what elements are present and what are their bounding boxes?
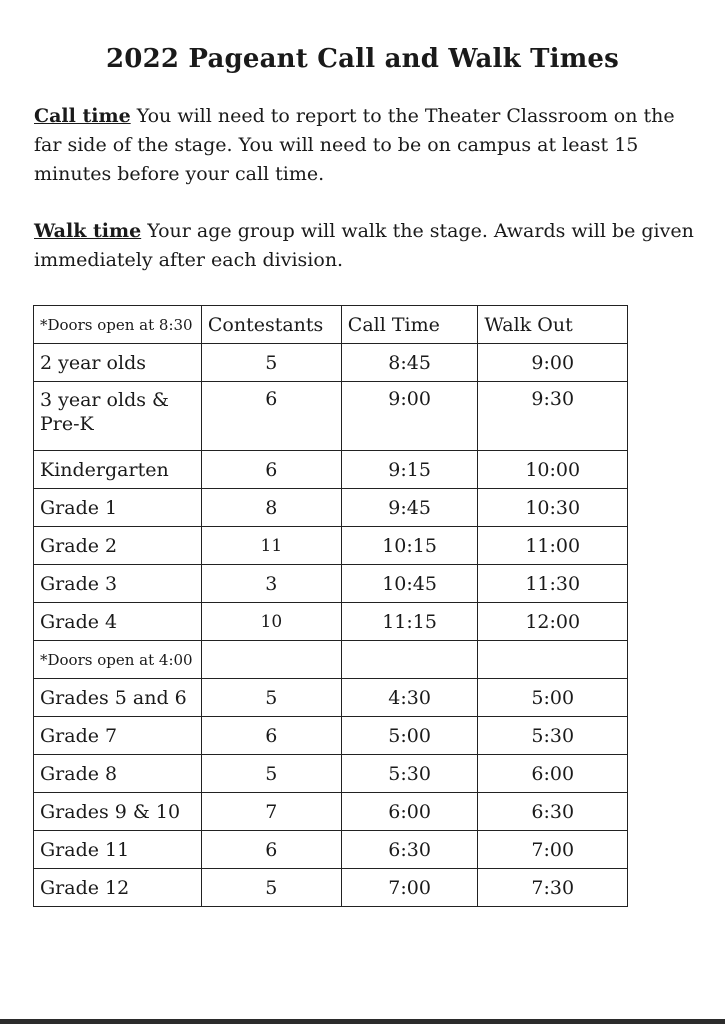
contestants-cell: 6 <box>201 717 341 755</box>
contestants-cell: 5 <box>201 344 341 382</box>
walk-time-term: Walk time <box>34 220 142 242</box>
table-row <box>34 869 628 907</box>
age-group-cell: Grade 2 <box>34 527 202 565</box>
morning-schedule <box>34 344 628 641</box>
contestants-cell: 3 <box>201 565 341 603</box>
age-group-cell: Grade 1 <box>34 489 202 527</box>
call-time-term: Call time <box>34 105 131 127</box>
table-row <box>34 451 628 489</box>
age-group-cell: Grade 7 <box>34 717 202 755</box>
walk-time-paragraph <box>34 217 694 275</box>
table-row <box>34 489 628 527</box>
age-group-cell: Grades 9 & 10 <box>34 793 202 831</box>
call-time-description: You will need to report to the Theater Classroom on the far side of the stage. You will need to be on campus at least 15 minutes before your call time. <box>34 105 675 185</box>
walk-out-cell: 9:00 <box>478 344 628 382</box>
contestants-cell: 6 <box>201 831 341 869</box>
contestants-cell: 5 <box>201 755 341 793</box>
call-time-cell: 9:15 <box>341 451 478 489</box>
table-row <box>34 527 628 565</box>
call-time-cell: 10:15 <box>341 527 478 565</box>
page-title: 2022 Pageant Call and Walk Times <box>105 44 620 74</box>
contestants-cell: 11 <box>201 527 341 565</box>
doors-open-afternoon-note: *Doors open at 4:00 <box>34 641 202 679</box>
call-time-cell: 8:45 <box>341 344 478 382</box>
table-row <box>34 603 628 641</box>
walk-out-cell: 11:00 <box>478 527 628 565</box>
empty-cell <box>478 641 628 679</box>
call-time-cell: 4:30 <box>341 679 478 717</box>
table-row <box>34 831 628 869</box>
call-time-cell: 6:00 <box>341 793 478 831</box>
walk-out-cell: 5:00 <box>478 679 628 717</box>
call-time-cell: 6:30 <box>341 831 478 869</box>
contestants-cell: 5 <box>201 679 341 717</box>
walk-out-cell: 10:00 <box>478 451 628 489</box>
contestants-cell: 10 <box>201 603 341 641</box>
call-time-cell: 5:30 <box>341 755 478 793</box>
age-group-cell: Grades 5 and 6 <box>34 679 202 717</box>
age-group-cell: Grade 8 <box>34 755 202 793</box>
contestants-cell: 6 <box>201 382 341 451</box>
table-header-row <box>34 306 628 344</box>
table-row <box>34 755 628 793</box>
walk-out-cell: 7:30 <box>478 869 628 907</box>
contestants-cell: 7 <box>201 793 341 831</box>
age-group-cell: Grade 4 <box>34 603 202 641</box>
age-group-cell: Grade 12 <box>34 869 202 907</box>
table-row <box>34 565 628 603</box>
age-group-cell: Grade 3 <box>34 565 202 603</box>
schedule-table <box>33 305 628 907</box>
contestants-cell: 6 <box>201 451 341 489</box>
table-row <box>34 679 628 717</box>
table-row <box>34 793 628 831</box>
afternoon-divider <box>34 641 628 679</box>
call-time-paragraph <box>34 102 694 189</box>
walk-out-cell: 11:30 <box>478 565 628 603</box>
age-group-cell: 3 year olds & Pre-K <box>34 382 202 451</box>
walk-out-cell: 10:30 <box>478 489 628 527</box>
table-row <box>34 382 628 451</box>
doors-open-afternoon-row <box>34 641 628 679</box>
walk-out-cell: 12:00 <box>478 603 628 641</box>
walk-out-cell: 6:30 <box>478 793 628 831</box>
call-time-cell: 11:15 <box>341 603 478 641</box>
contestants-cell: 8 <box>201 489 341 527</box>
age-group-cell: Grade 11 <box>34 831 202 869</box>
call-time-cell: 7:00 <box>341 869 478 907</box>
table-row <box>34 717 628 755</box>
empty-cell <box>341 641 478 679</box>
walk-out-cell: 5:30 <box>478 717 628 755</box>
call-time-cell: 10:45 <box>341 565 478 603</box>
empty-cell <box>201 641 341 679</box>
afternoon-schedule <box>34 679 628 907</box>
walk-out-header: Walk Out <box>478 306 628 344</box>
walk-out-cell: 9:30 <box>478 382 628 451</box>
contestants-header: Contestants <box>201 306 341 344</box>
walk-time-description: Your age group will walk the stage. Awards will be given immediately after each division. <box>34 220 694 271</box>
call-time-cell: 9:45 <box>341 489 478 527</box>
contestants-cell: 5 <box>201 869 341 907</box>
call-time-cell: 9:00 <box>341 382 478 451</box>
doors-open-morning-note: *Doors open at 8:30 <box>34 306 202 344</box>
walk-out-cell: 7:00 <box>478 831 628 869</box>
table-row <box>34 344 628 382</box>
age-group-cell: Kindergarten <box>34 451 202 489</box>
call-time-header: Call Time <box>341 306 478 344</box>
call-time-cell: 5:00 <box>341 717 478 755</box>
age-group-cell: 2 year olds <box>34 344 202 382</box>
walk-out-cell: 6:00 <box>478 755 628 793</box>
bottom-border <box>0 1019 725 1024</box>
